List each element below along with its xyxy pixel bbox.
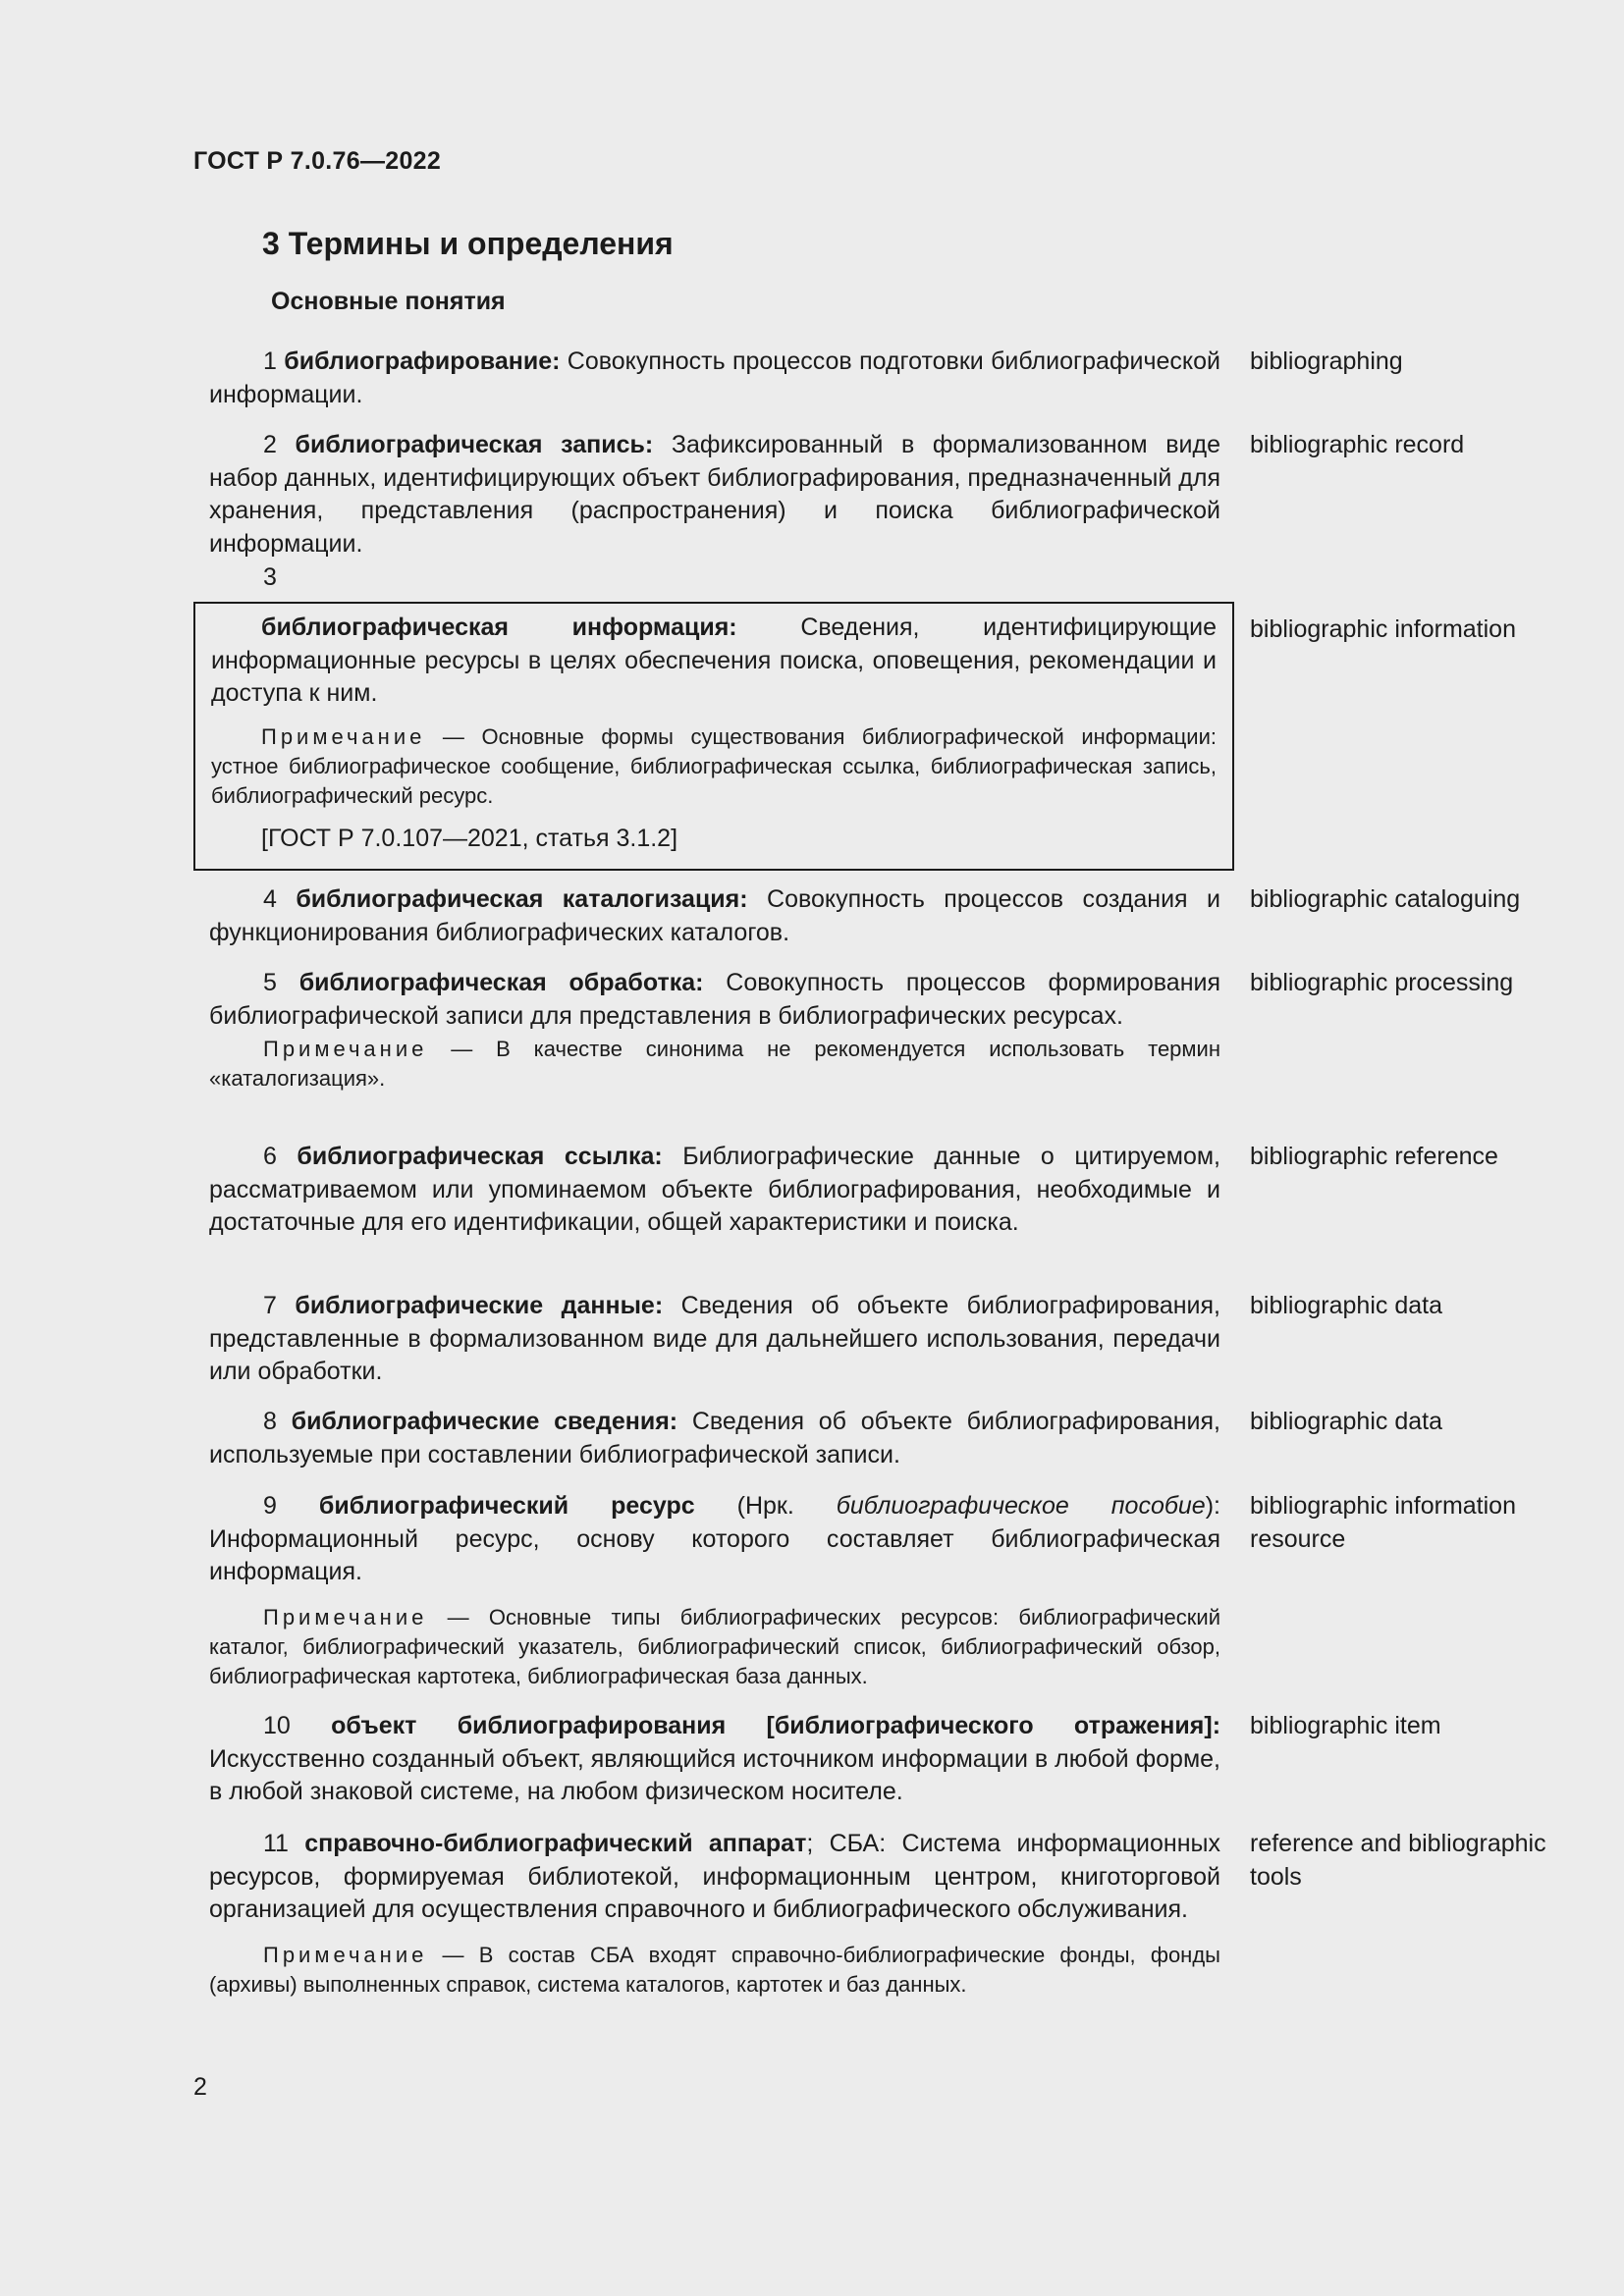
term-name: библиографические данные:	[295, 1292, 664, 1319]
term-number: 5	[263, 969, 277, 996]
term-entry-6	[209, 1141, 1220, 1240]
term-number: 7	[263, 1292, 277, 1319]
term-name: библиографирование:	[284, 347, 561, 375]
term-suffix: :	[1212, 1712, 1221, 1739]
english-term-8: bibliographic data	[1250, 1408, 1442, 1435]
section-title: 3 Термины и определения	[262, 226, 674, 261]
term-name: справочно-библиографический аппарат	[304, 1830, 807, 1857]
subsection-title: Основные понятия	[271, 288, 506, 315]
term-definition: Совокупность процессов формирования библиографической записи для представления в библиографических ресурсах.	[209, 969, 1220, 1030]
english-term-5: bibliographic processing	[1250, 969, 1514, 996]
english-term-9: bibliographic information resource	[1250, 1492, 1516, 1553]
term-number: 10	[263, 1712, 291, 1739]
term-name: объект библиографирования [библиографического отражения]	[331, 1712, 1213, 1739]
term-definition: Совокупность процессов создания и функционирования библиографических каталогов.	[209, 885, 1220, 946]
term-name: библиографическая ссылка:	[297, 1143, 663, 1170]
note-label: Примечание	[261, 723, 426, 749]
term-name: библиографический ресурс	[318, 1492, 695, 1520]
term-definition: Сведения, идентифицирующие информационные ресурсы в целях обеспечения поиска, оповещения, рекомендации и доступа к ним.	[211, 614, 1217, 707]
source-reference: [ГОСТ Р 7.0.107—2021, статья 3.1.2]	[261, 824, 678, 852]
term-number: 8	[263, 1408, 277, 1435]
term-number: 2	[263, 431, 277, 458]
term-definition: Сведения об объекте библиографирования, используемые при составлении библиографической записи.	[209, 1408, 1220, 1468]
english-term-7: bibliographic data	[1250, 1292, 1442, 1319]
term-abbreviation: ; СБА:	[806, 1830, 902, 1857]
term-entry-11	[209, 1828, 1220, 2000]
term-synonym: библиографическое пособие	[836, 1492, 1206, 1520]
english-term-4: bibliographic cataloguing	[1250, 885, 1521, 913]
english-term-10: bibliographic item	[1250, 1712, 1441, 1739]
term-name: библиографическая обработка:	[298, 969, 704, 996]
term-definition: Сведения об объекте библиографирования, представленные в формализованном виде для дальнейшего использования, передачи или обработки.	[209, 1292, 1221, 1385]
note-label: Примечание	[263, 1604, 428, 1629]
english-term-11: reference and bibliographic tools	[1250, 1830, 1546, 1891]
note-text: — В качестве синонима не рекомендуется использовать термин «каталогизация».	[209, 1037, 1220, 1091]
note-text: — Основные формы существования библиографической информации: устное библиографическое сообщение, библиографическая ссылка, библиографическая запись, библиографический ресурс.	[211, 723, 1217, 808]
term-definition: Зафиксированный в формализованном виде набор данных, идентифицирующих объект библиографирования, предназначенный для хранения, представления (распространения) и поиска библиографической информации.	[209, 431, 1221, 558]
term-entry-4	[209, 883, 1220, 949]
synonym-prefix: (Нрк.	[694, 1492, 837, 1520]
term-number-3: 3	[263, 563, 277, 591]
term-definition: Искусственно созданный объект, являющийся источником информации в любой форме, в любой знаковой системе, на любом физическом носителе.	[209, 1744, 1220, 1805]
term-entry-9	[209, 1490, 1220, 1691]
term-entry-10	[209, 1710, 1220, 1809]
term-definition: Совокупность процессов подготовки библиографической информации.	[209, 347, 1220, 408]
document-header: ГОСТ Р 7.0.76—2022	[193, 147, 442, 175]
term-number: 9	[263, 1492, 277, 1520]
term-entry-2	[209, 429, 1220, 561]
english-term-3: bibliographic information	[1250, 615, 1516, 643]
term-name: библиографическая информация:	[261, 614, 737, 641]
term-entry-8	[209, 1406, 1220, 1471]
term-number: 11	[263, 1830, 289, 1857]
term-entry-1	[209, 346, 1220, 411]
synonym-suffix: ):	[1205, 1492, 1220, 1520]
term-entry-5	[209, 967, 1220, 1094]
term-number: 4	[263, 885, 277, 913]
term-entry-3-box	[193, 602, 1234, 871]
term-entry-7	[209, 1290, 1220, 1389]
note-label: Примечание	[263, 1942, 428, 1967]
note-text: — Основные типы библиографических ресурсов: библиографический каталог, библиографический указатель, библиографический список, библиографический обзор, библиографическая картотека, библиографическая база данных.	[209, 1604, 1220, 1688]
term-definition: Информационный ресурс, основу которого составляет библиографическая информация.	[209, 1524, 1220, 1585]
term-number: 1	[263, 347, 277, 375]
term-definition: Библиографические данные о цитируемом, рассматриваемом или упоминаемом объекте библиографирования, необходимые и достаточные для его идентификации, общей характеристики и поиска.	[209, 1143, 1220, 1236]
term-name: библиографические сведения:	[291, 1408, 678, 1435]
note-label: Примечание	[263, 1037, 428, 1061]
term-name: библиографическая запись:	[295, 431, 654, 458]
note-text: — В состав СБА входят справочно-библиографические фонды, фонды (архивы) выполненных справок, система каталогов, картотек и баз данных.	[209, 1942, 1220, 1997]
english-term-1: bibliographing	[1250, 347, 1403, 375]
page-number: 2	[193, 2073, 207, 2101]
term-name: библиографическая каталогизация:	[296, 885, 748, 913]
term-definition: Система информационных ресурсов, формируемая библиотекой, информационным центром, книготорговой организацией для осуществления справочного и библиографического обслуживания.	[209, 1830, 1220, 1923]
english-term-2: bibliographic record	[1250, 431, 1465, 458]
english-term-6: bibliographic reference	[1250, 1143, 1498, 1170]
term-number: 6	[263, 1143, 277, 1170]
